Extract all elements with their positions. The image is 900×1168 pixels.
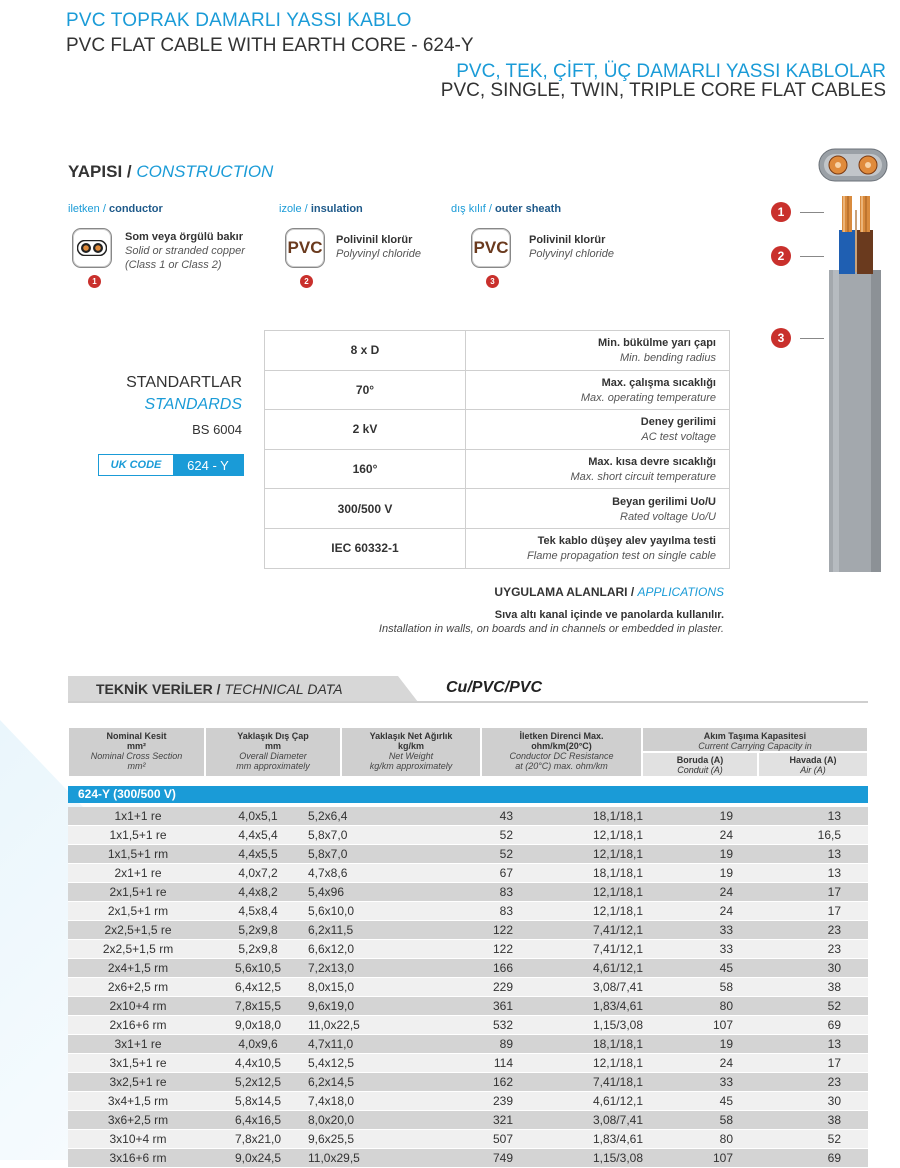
header-dc-resistance: İletken Direnci Max. ohm/km(20°C) Conductor DC Resistance at (20°C) max. ohm/km bbox=[481, 727, 642, 777]
cell-resistance: 1,15/3,08 bbox=[592, 1151, 643, 1165]
group-row-624y: 624-Y (300/500 V) bbox=[68, 786, 868, 803]
table-row bbox=[68, 1016, 868, 1035]
header-air: Havada (A) Air (A) bbox=[758, 752, 868, 777]
cell-diameter: 5,6x10,5 bbox=[234, 961, 282, 975]
cell-weight-dim: 4,7x8,6 bbox=[308, 866, 348, 880]
cell-diameter: 5,2x9,8 bbox=[238, 923, 278, 937]
table-row bbox=[68, 902, 868, 921]
cell-weight-dim: 9,6x19,0 bbox=[308, 999, 355, 1013]
cell-weight: 166 bbox=[492, 961, 513, 975]
cell-weight: 749 bbox=[492, 1151, 513, 1165]
cell-conduit: 24 bbox=[719, 885, 733, 899]
header-current-capacity: Akım Taşıma Kapasitesi Current Carrying Capacity in bbox=[642, 727, 868, 752]
cell-conduit: 24 bbox=[719, 828, 733, 842]
cell-resistance: 12,1/18,1 bbox=[592, 885, 643, 899]
cell-air: 13 bbox=[827, 1037, 841, 1051]
cell-section: 2x1,5+1 rm bbox=[107, 904, 169, 918]
insulation-label: izole / insulation bbox=[279, 203, 363, 215]
specification-table bbox=[264, 330, 730, 569]
cell-weight-dim: 5,8x7,0 bbox=[308, 828, 348, 842]
technical-data-header bbox=[68, 676, 868, 702]
table-row bbox=[68, 1092, 868, 1111]
cell-resistance: 18,1/18,1 bbox=[592, 1037, 643, 1051]
spec-row: 160° Max. kısa devre sıcaklığı Max. short circuit temperature bbox=[265, 449, 730, 489]
cell-resistance: 12,1/18,1 bbox=[592, 828, 643, 842]
construction-heading: YAPISI / CONSTRUCTION bbox=[68, 162, 274, 181]
cell-air: 52 bbox=[827, 999, 841, 1013]
cell-weight-dim: 5,2x6,4 bbox=[308, 809, 348, 823]
table-row bbox=[68, 921, 868, 940]
cell-weight-dim: 9,6x25,5 bbox=[308, 1132, 355, 1146]
cell-weight-dim: 4,7x11,0 bbox=[308, 1037, 354, 1051]
table-row bbox=[68, 845, 868, 864]
callout-number-1: 1 bbox=[88, 275, 101, 288]
cell-conduit: 33 bbox=[719, 942, 733, 956]
table-row bbox=[68, 807, 868, 826]
cell-air: 17 bbox=[827, 904, 841, 918]
cell-air: 16,5 bbox=[817, 828, 841, 842]
cell-section: 3x10+4 rm bbox=[109, 1132, 167, 1146]
page-title-tr: PVC TOPRAK DAMARLI YASSI KABLO bbox=[66, 10, 412, 31]
table-row bbox=[68, 1035, 868, 1054]
pvc-insulation-icon: PVC bbox=[285, 228, 325, 268]
cell-weight-dim: 5,4x12,5 bbox=[308, 1056, 355, 1070]
applications-text-tr: Sıva altı kanal içinde ve panolarda kullanılır. bbox=[494, 609, 724, 621]
standards-title-en: STANDARDS bbox=[144, 396, 242, 413]
callout-line-3 bbox=[800, 338, 824, 339]
cell-air: 13 bbox=[827, 847, 841, 861]
cell-section: 1x1,5+1 re bbox=[109, 828, 167, 842]
cell-diameter: 5,2x9,8 bbox=[238, 942, 278, 956]
cell-air: 17 bbox=[827, 885, 841, 899]
cell-weight-dim: 8,0x15,0 bbox=[308, 980, 355, 994]
table-row bbox=[68, 940, 868, 959]
applications-text-en: Installation in walls, on boards and in channels or embedded in plaster. bbox=[378, 623, 724, 635]
cell-diameter: 9,0x18,0 bbox=[234, 1018, 282, 1032]
cell-air: 69 bbox=[827, 1018, 841, 1032]
cell-section: 2x10+4 rm bbox=[109, 999, 167, 1013]
cell-diameter: 4,5x8,4 bbox=[238, 904, 278, 918]
cell-section: 2x4+1,5 rm bbox=[107, 961, 169, 975]
cell-weight: 239 bbox=[492, 1094, 513, 1108]
cell-resistance: 1,83/4,61 bbox=[592, 999, 643, 1013]
uk-code-value: 624 - Y bbox=[173, 455, 243, 475]
cell-diameter: 4,0x9,6 bbox=[238, 1037, 278, 1051]
divider bbox=[68, 701, 868, 703]
cell-section: 1x1,5+1 rm bbox=[107, 847, 169, 861]
uk-code-label: UK CODE bbox=[99, 455, 173, 475]
cell-weight: 361 bbox=[492, 999, 513, 1013]
cell-resistance: 12,1/18,1 bbox=[592, 847, 643, 861]
cell-conduit: 107 bbox=[712, 1018, 733, 1032]
cell-diameter: 7,8x15,5 bbox=[234, 999, 282, 1013]
spec-row: 2 kV Deney gerilimi AC test voltage bbox=[265, 410, 730, 450]
cell-weight: 507 bbox=[492, 1132, 513, 1146]
cable-callout-3: 3 bbox=[771, 328, 791, 348]
cell-section: 3x1+1 re bbox=[114, 1037, 162, 1051]
cell-conduit: 45 bbox=[719, 1094, 733, 1108]
cell-conduit: 58 bbox=[719, 980, 733, 994]
cell-weight-dim: 7,4x18,0 bbox=[308, 1094, 355, 1108]
cell-resistance: 7,41/12,1 bbox=[592, 923, 643, 937]
cell-weight: 122 bbox=[492, 942, 513, 956]
cell-resistance: 18,1/18,1 bbox=[592, 866, 643, 880]
cell-weight-dim: 5,8x7,0 bbox=[308, 847, 348, 861]
callout-number-2: 2 bbox=[300, 275, 313, 288]
cell-weight: 229 bbox=[492, 980, 513, 994]
page-title-en: PVC FLAT CABLE WITH EARTH CORE - 624-Y bbox=[66, 35, 474, 56]
cell-weight-dim: 6,2x11,5 bbox=[308, 923, 354, 937]
cell-section: 2x16+6 rm bbox=[109, 1018, 167, 1032]
cell-air: 17 bbox=[827, 1056, 841, 1070]
cell-air: 69 bbox=[827, 1151, 841, 1165]
cell-weight: 114 bbox=[493, 1056, 513, 1070]
pvc-sheath-icon: PVC bbox=[471, 228, 511, 268]
outer-sheath-label: dış kılıf / outer sheath bbox=[451, 203, 562, 215]
cell-diameter: 4,0x5,1 bbox=[238, 809, 278, 823]
cell-weight-dim: 11,0x22,5 bbox=[308, 1018, 360, 1032]
cell-resistance: 4,61/12,1 bbox=[592, 1094, 643, 1108]
header-net-weight: Yaklaşık Net Ağırlık kg/km Net Weight kg/km approximately bbox=[341, 727, 481, 777]
cell-weight-dim: 8,0x20,0 bbox=[308, 1113, 355, 1127]
cell-resistance: 3,08/7,41 bbox=[592, 1113, 643, 1127]
cell-conduit: 24 bbox=[719, 904, 733, 918]
cell-conduit: 58 bbox=[719, 1113, 733, 1127]
header-conduit: Boruda (A) Conduit (A) bbox=[642, 752, 758, 777]
cell-diameter: 6,4x12,5 bbox=[234, 980, 282, 994]
table-row bbox=[68, 1073, 868, 1092]
cell-conduit: 19 bbox=[719, 866, 733, 880]
table-row bbox=[68, 1111, 868, 1130]
applications-block bbox=[379, 585, 724, 635]
cell-conduit: 80 bbox=[719, 999, 733, 1013]
cell-air: 52 bbox=[827, 1132, 841, 1146]
cell-resistance: 3,08/7,41 bbox=[592, 980, 643, 994]
cell-diameter: 5,2x12,5 bbox=[234, 1075, 282, 1089]
technical-data-title: TEKNİK VERİLER / TECHNICAL DATA bbox=[96, 681, 343, 697]
table-row bbox=[68, 883, 868, 902]
cell-air: 23 bbox=[827, 1075, 841, 1089]
spec-row: 300/500 V Beyan gerilimi Uo/U Rated voltage Uo/U bbox=[265, 489, 730, 529]
cell-conduit: 24 bbox=[719, 1056, 733, 1070]
cell-weight-dim: 7,2x13,0 bbox=[308, 961, 355, 975]
cell-air: 38 bbox=[827, 980, 841, 994]
cell-diameter: 7,8x21,0 bbox=[234, 1132, 282, 1146]
callout-number-3: 3 bbox=[486, 275, 499, 288]
cell-conduit: 80 bbox=[719, 1132, 733, 1146]
spec-row: IEC 60332-1 Tek kablo düşey alev yayılma testi Flame propagation test on single cable bbox=[265, 528, 730, 568]
cell-resistance: 18,1/18,1 bbox=[592, 809, 643, 823]
cable-illustration bbox=[829, 190, 881, 577]
cell-resistance: 12,1/18,1 bbox=[592, 1056, 643, 1070]
cell-diameter: 4,0x7,2 bbox=[238, 866, 278, 880]
cable-callout-2: 2 bbox=[771, 246, 791, 266]
uk-code-badge bbox=[98, 454, 244, 476]
cell-diameter: 9,0x24,5 bbox=[234, 1151, 282, 1165]
cell-conduit: 19 bbox=[719, 809, 733, 823]
cell-diameter: 4,4x10,5 bbox=[234, 1056, 282, 1070]
cell-weight: 43 bbox=[499, 809, 513, 823]
standards-title-tr: STANDARTLAR bbox=[126, 374, 242, 391]
cell-section: 2x2,5+1,5 re bbox=[104, 923, 172, 937]
cell-air: 38 bbox=[827, 1113, 841, 1127]
spec-row: 8 x D Min. bükülme yarı çapı Min. bending radius bbox=[265, 331, 730, 371]
applications-heading: UYGULAMA ALANLARI / APPLICATIONS bbox=[494, 585, 724, 599]
cell-resistance: 1,15/3,08 bbox=[592, 1018, 643, 1032]
cell-conduit: 33 bbox=[719, 1075, 733, 1089]
cable-cross-section-icon bbox=[818, 148, 888, 189]
cell-section: 2x1,5+1 re bbox=[109, 885, 167, 899]
cell-weight-dim: 6,6x12,0 bbox=[308, 942, 355, 956]
table-row bbox=[68, 959, 868, 978]
cell-diameter: 4,4x5,5 bbox=[238, 847, 278, 861]
table-row bbox=[68, 978, 868, 997]
cell-resistance: 12,1/18,1 bbox=[592, 904, 643, 918]
standard-code: BS 6004 bbox=[192, 422, 242, 437]
callout-line-2 bbox=[800, 256, 824, 257]
cell-conduit: 107 bbox=[712, 1151, 733, 1165]
cell-diameter: 6,4x16,5 bbox=[234, 1113, 282, 1127]
cell-section: 2x1+1 re bbox=[114, 866, 162, 880]
cell-weight-dim: 5,4x96 bbox=[308, 885, 345, 899]
cell-weight: 83 bbox=[499, 904, 513, 918]
cell-air: 30 bbox=[827, 961, 841, 975]
table-row bbox=[68, 997, 868, 1016]
cell-conduit: 45 bbox=[719, 961, 733, 975]
spec-row: 70° Max. çalışma sıcaklığı Max. operating temperature bbox=[265, 370, 730, 410]
cell-weight-dim: 6,2x14,5 bbox=[308, 1075, 355, 1089]
cell-section: 3x1,5+1 re bbox=[109, 1056, 167, 1070]
cell-section: 3x4+1,5 rm bbox=[107, 1094, 169, 1108]
callout-line-1 bbox=[800, 212, 824, 213]
cell-weight: 532 bbox=[492, 1018, 513, 1032]
standards-block bbox=[126, 374, 242, 437]
cell-section: 3x16+6 rm bbox=[109, 1151, 167, 1165]
header-nominal-section: Nominal Kesit mm² Nominal Cross Section mm² bbox=[68, 727, 205, 777]
cell-weight: 162 bbox=[492, 1075, 513, 1089]
header-overall-diameter: Yaklaşık Dış Çap mm Overall Diameter mm approximately bbox=[205, 727, 341, 777]
cell-section: 3x2,5+1 re bbox=[109, 1075, 167, 1089]
cell-air: 23 bbox=[827, 923, 841, 937]
cell-section: 3x6+2,5 rm bbox=[107, 1113, 169, 1127]
cell-resistance: 1,83/4,61 bbox=[592, 1132, 643, 1146]
cell-section: 2x6+2,5 rm bbox=[107, 980, 169, 994]
cell-air: 13 bbox=[827, 866, 841, 880]
cell-weight: 52 bbox=[499, 828, 513, 842]
cell-air: 13 bbox=[827, 809, 841, 823]
cell-conduit: 33 bbox=[719, 923, 733, 937]
cell-section: 2x2,5+1,5 rm bbox=[102, 942, 174, 956]
cell-weight: 52 bbox=[499, 847, 513, 861]
series-title-tr: PVC, TEK, ÇİFT, ÜÇ DAMARLI YASSI KABLOLAR bbox=[456, 61, 886, 82]
insulation-description: Polivinil klorür Polyvinyl chloride bbox=[336, 234, 421, 260]
cell-weight: 122 bbox=[492, 923, 513, 937]
cell-diameter: 4,4x8,2 bbox=[238, 885, 278, 899]
cell-resistance: 4,61/12,1 bbox=[592, 961, 643, 975]
cell-weight: 83 bbox=[499, 885, 513, 899]
series-title-en: PVC, SINGLE, TWIN, TRIPLE CORE FLAT CABLES bbox=[440, 80, 886, 101]
table-row bbox=[68, 1130, 868, 1149]
conductor-label: iletken / conductor bbox=[68, 203, 163, 215]
table-row bbox=[68, 826, 868, 845]
material-code: Cu/PVC/PVC bbox=[446, 679, 543, 696]
cell-diameter: 5,8x14,5 bbox=[234, 1094, 282, 1108]
cell-conduit: 19 bbox=[719, 1037, 733, 1051]
cell-weight-dim: 5,6x10,0 bbox=[308, 904, 355, 918]
sheath-description: Polivinil klorür Polyvinyl chloride bbox=[529, 234, 614, 260]
cell-weight-dim: 11,0x29,5 bbox=[308, 1151, 360, 1165]
cell-air: 30 bbox=[827, 1094, 841, 1108]
cell-weight: 321 bbox=[492, 1113, 513, 1127]
cell-diameter: 4,4x5,4 bbox=[238, 828, 278, 842]
table-row bbox=[68, 864, 868, 883]
cell-weight: 89 bbox=[499, 1037, 513, 1051]
table-row bbox=[68, 1054, 868, 1073]
cell-air: 23 bbox=[827, 942, 841, 956]
cell-resistance: 7,41/18,1 bbox=[592, 1075, 643, 1089]
cell-section: 1x1+1 re bbox=[114, 809, 162, 823]
technical-data-rows bbox=[68, 807, 868, 1168]
cell-weight: 67 bbox=[499, 866, 513, 880]
cable-callout-1: 1 bbox=[771, 202, 791, 222]
cell-conduit: 19 bbox=[719, 847, 733, 861]
cell-resistance: 7,41/12,1 bbox=[592, 942, 643, 956]
conductor-description: Som veya örgülü bakır Solid or stranded copper (Class 1 or Class 2) bbox=[125, 231, 245, 271]
conductor-cross-section-icon bbox=[72, 228, 112, 268]
